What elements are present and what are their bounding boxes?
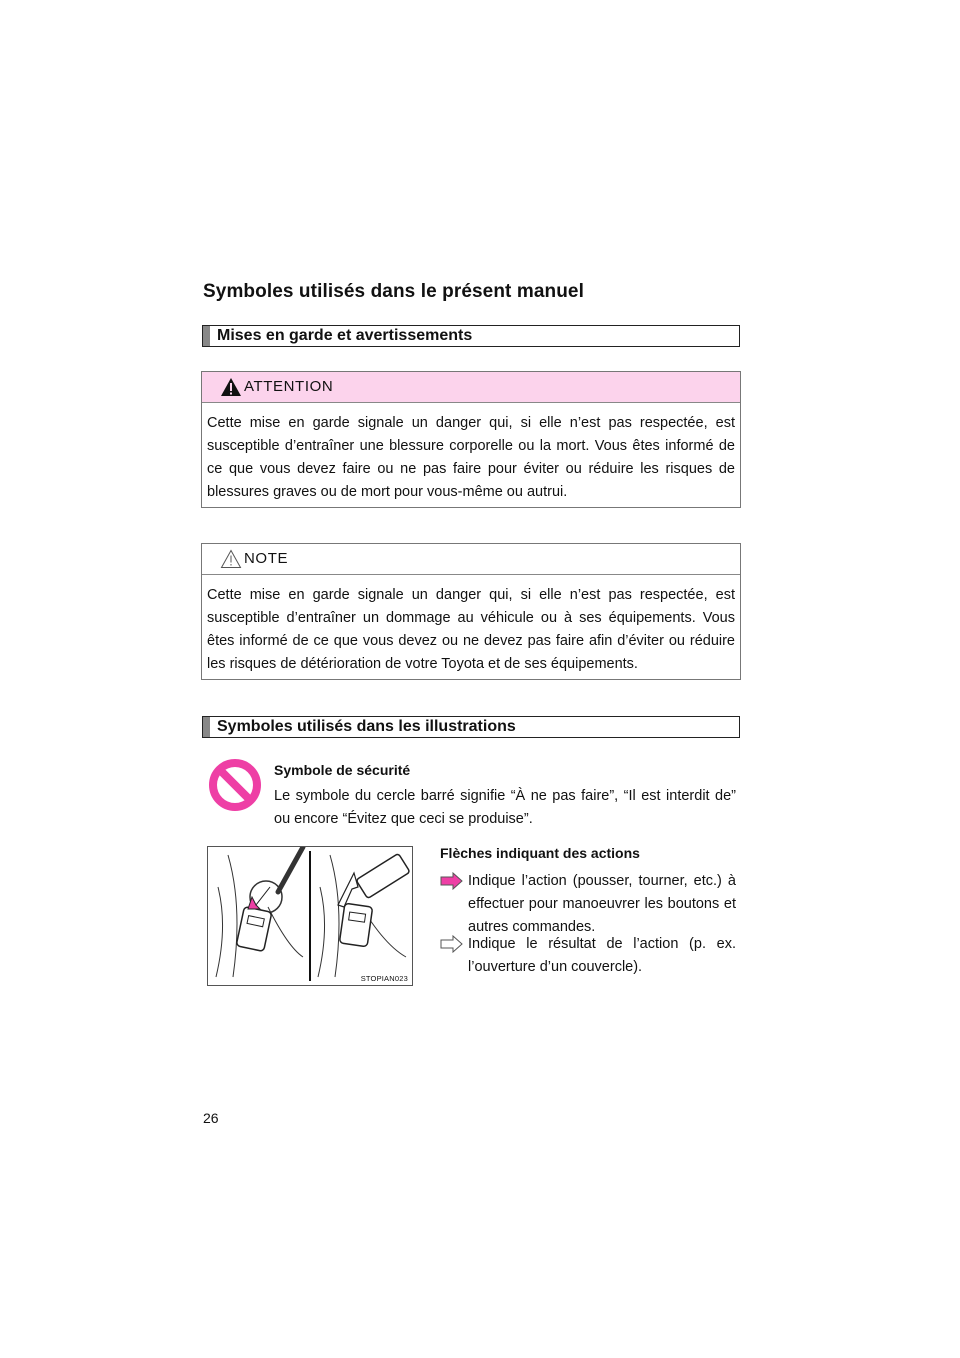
action-arrows-title: Flèches indiquant des actions — [440, 845, 640, 861]
note-box — [201, 543, 741, 680]
note-header — [202, 544, 740, 575]
section-header-warnings — [202, 325, 740, 347]
section-header-bar — [203, 326, 210, 346]
section-header-illustrations — [202, 716, 740, 738]
attention-box — [201, 371, 741, 508]
page-number: 26 — [203, 1110, 219, 1126]
seatbelt-illustration — [207, 846, 413, 986]
section-header-label: Symboles utilisés dans les illustrations — [217, 718, 516, 735]
arrow-outline-icon — [440, 935, 463, 953]
result-arrow-item — [440, 933, 736, 979]
seatbelt-drawing — [208, 847, 412, 985]
prohibition-icon — [208, 758, 262, 812]
page-title: Symboles utilisés dans le présent manuel — [203, 281, 584, 302]
result-arrow-text: Indique le résultat de l’action (p. ex. l’ouverture d’un couvercle). — [468, 936, 736, 975]
warning-triangle-outline-icon — [220, 549, 242, 569]
action-arrow-text: Indique l’action (pousser, tourner, etc.) à effectuer pour manoeuvrer les boutons et autres commandes. — [468, 873, 736, 935]
attention-header — [202, 372, 740, 403]
illustration-code: STOPIAN023 — [360, 974, 408, 983]
attention-text: Cette mise en garde signale un danger qui, si elle n’est pas respectée, est susceptible d’entraîner une blessure corporelle ou la mort. Vous êtes informé de ce que vous devez faire ou ne pas faire pour éviter ou réduire les risques de blessures graves ou de mort pour vous-même ou autrui. — [207, 415, 735, 500]
warning-triangle-filled-icon — [220, 377, 242, 397]
action-arrow-item — [440, 870, 736, 939]
safety-symbol-title: Symbole de sécurité — [274, 762, 411, 778]
safety-symbol-text: Le symbole du cercle barré signifie “À ne pas faire”, “Il est interdit de” ou encore “Évitez que ceci se produise”. — [274, 788, 736, 827]
arrow-filled-icon — [440, 872, 463, 890]
section-header-label: Mises en garde et avertissements — [217, 327, 473, 344]
section-header-bar — [203, 717, 210, 737]
attention-label: ATTENTION — [244, 378, 334, 395]
note-label: NOTE — [244, 550, 289, 567]
note-text: Cette mise en garde signale un danger qui, si elle n’est pas respectée, est susceptible d’entraîner un dommage au véhicule ou à ses équipements. Vous êtes informé de ce que vous devez ou ne devez pas faire afin d’éviter ou réduire les risques de détérioration de votre Toyota et de ses équipements. — [207, 587, 735, 672]
